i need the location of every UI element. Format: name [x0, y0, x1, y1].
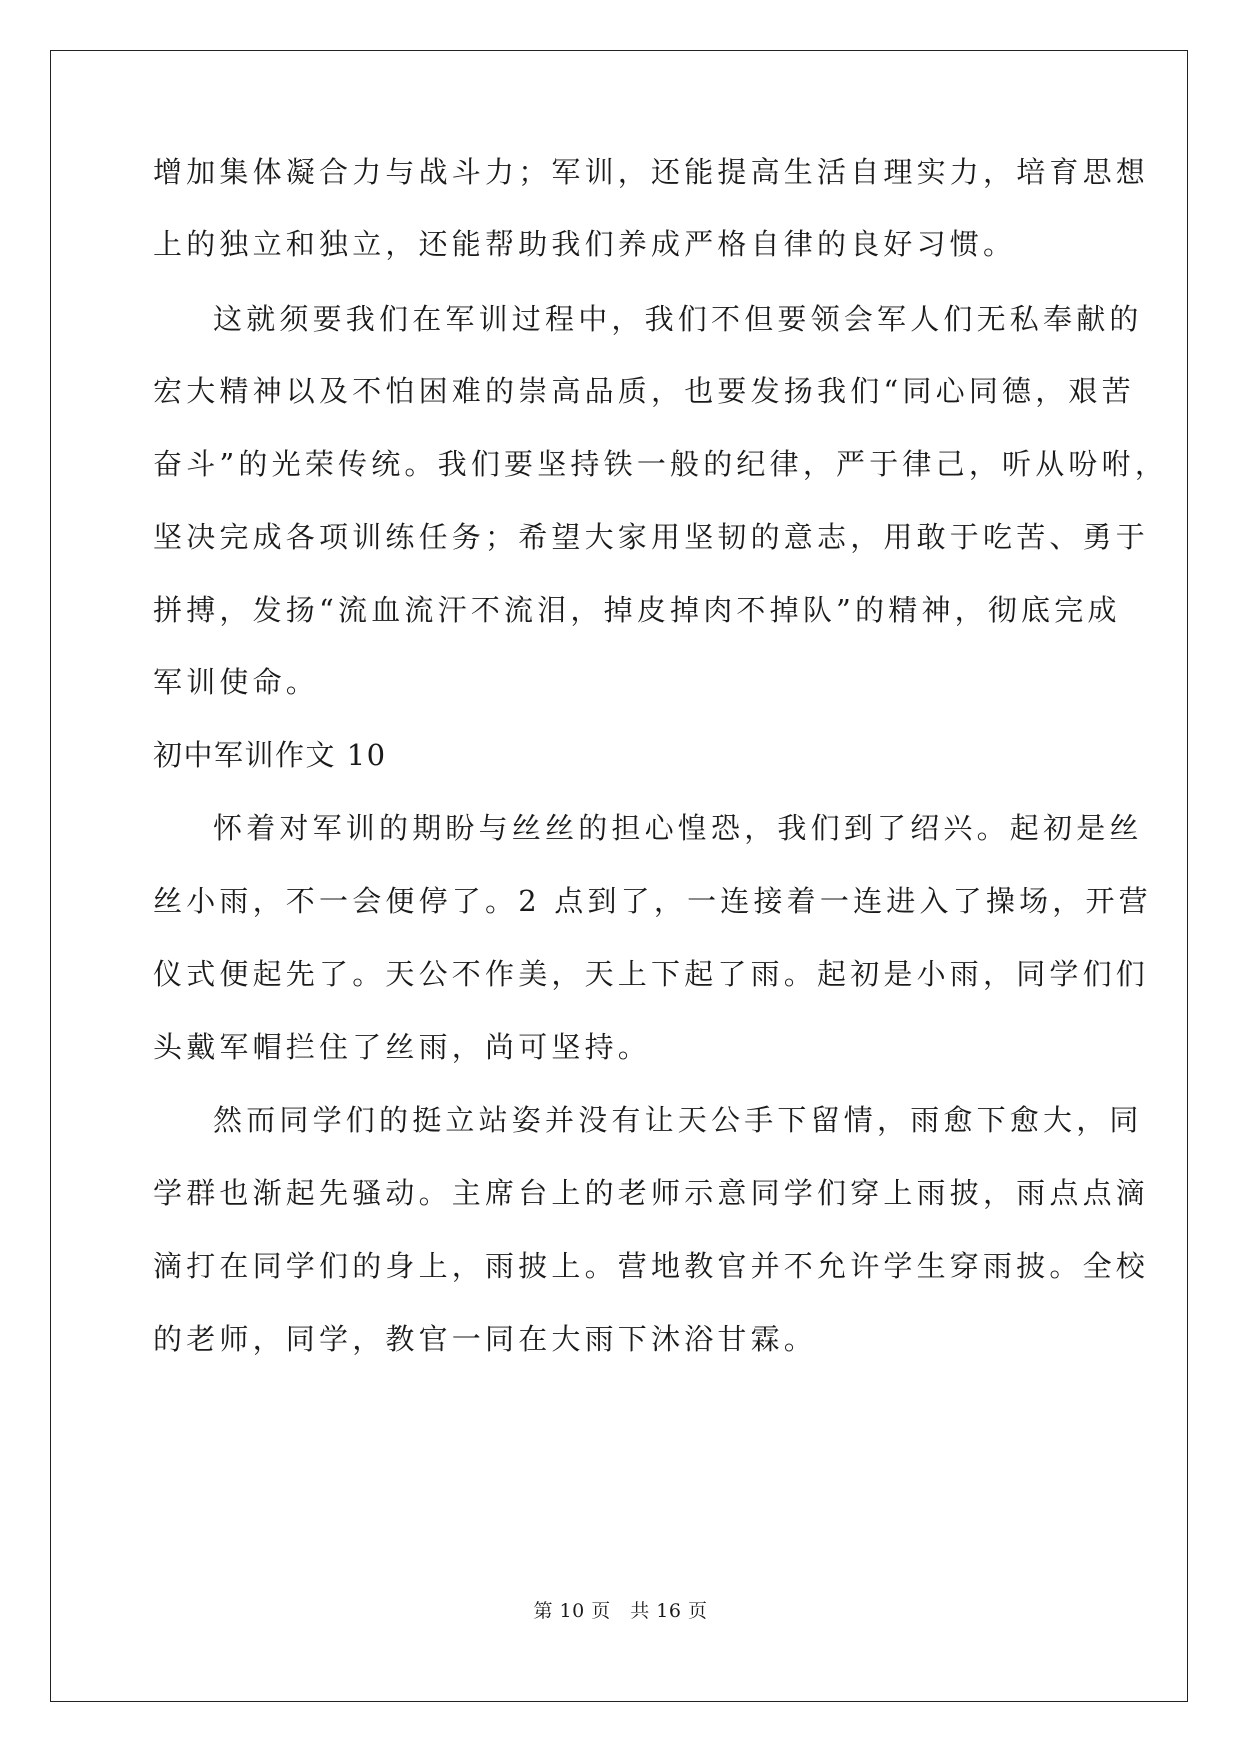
paragraph-line: 头戴军帽拦住了丝雨，尚可坚持。 — [153, 1030, 652, 1064]
paragraph-line: 丝小雨，不一会便停了。2 点到了，一连接着一连进入了操场，开营 — [153, 884, 1152, 918]
page-border — [50, 50, 1188, 1702]
page-number-label: 第 10 页 共 16 页 — [533, 1600, 708, 1622]
paragraph-line: 拼搏，发扬“流血流汗不流泪，掉皮掉肉不掉队”的精神，彻底完成 — [153, 593, 1121, 627]
essay-heading: 初中军训作文 10 — [153, 738, 387, 772]
paragraph-line: 坚决完成各项训练任务；希望大家用坚韧的意志，用敢于吃苦、勇于 — [153, 520, 1150, 554]
paragraph-line: 的老师，同学，教官一同在大雨下沐浴甘霖。 — [153, 1322, 818, 1356]
paragraph-line: 然而同学们的挺立站姿并没有让天公手下留情，雨愈下愈大，同 — [213, 1103, 1143, 1137]
page-footer — [0, 1599, 1241, 1623]
paragraph-line: 仪式便起先了。天公不作美，天上下起了雨。起初是小雨，同学们们 — [153, 957, 1150, 991]
paragraph-line: 怀着对军训的期盼与丝丝的担心惶恐，我们到了绍兴。起初是丝 — [213, 811, 1143, 845]
paragraph-line: 军训使命。 — [153, 665, 320, 699]
paragraph-line: 这就须要我们在军训过程中，我们不但要领会军人们无私奉献的 — [213, 302, 1143, 336]
paragraph-line: 学群也渐起先骚动。主席台上的老师示意同学们穿上雨披，雨点点滴 — [153, 1176, 1150, 1210]
paragraph-line: 上的独立和独立，还能帮助我们养成严格自律的良好习惯。 — [153, 227, 1017, 261]
paragraph-line: 宏大精神以及不怕困难的崇高品质，也要发扬我们“同心同德，艰苦 — [153, 374, 1135, 408]
paragraph-line: 滴打在同学们的身上，雨披上。营地教官并不允许学生穿雨披。全校 — [153, 1249, 1150, 1283]
paragraph-line: 奋斗”的光荣传统。我们要坚持铁一般的纪律，严于律己，听从吩咐， — [153, 447, 1169, 481]
paragraph-line: 增加集体凝合力与战斗力；军训，还能提高生活自理实力，培育思想 — [153, 155, 1150, 189]
